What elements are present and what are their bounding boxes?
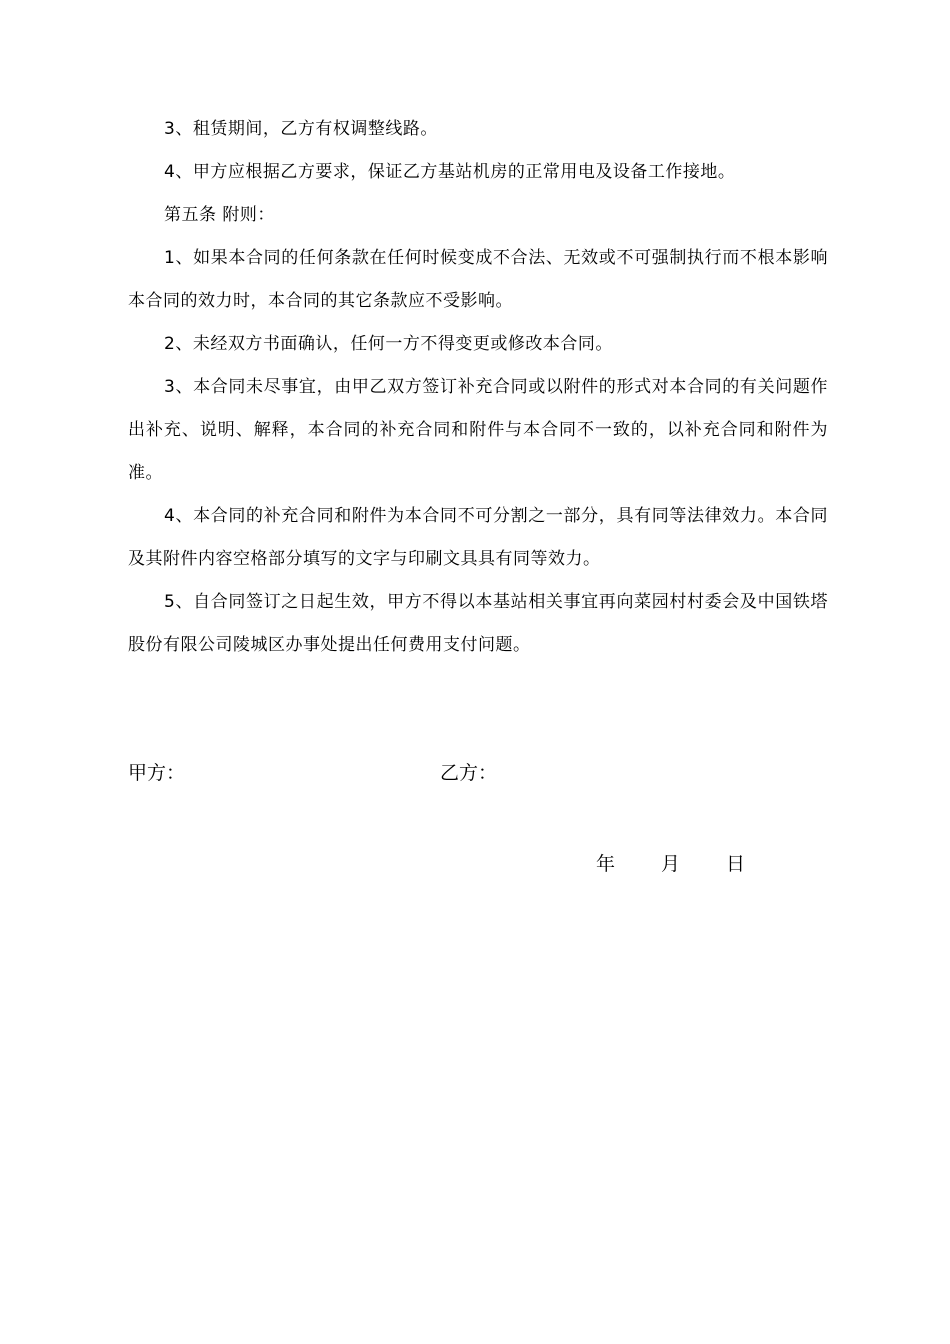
year-label: 年 — [596, 853, 616, 875]
article-5-heading: 第五条 附则： — [164, 205, 275, 225]
month-label: 月 — [661, 853, 681, 875]
signature-block — [128, 758, 828, 798]
day-label: 日 — [726, 853, 746, 875]
party-a-label: 甲方： — [128, 762, 186, 784]
clause-3-line-adjust: 3、租赁期间，乙方有权调整线路。 — [164, 119, 438, 139]
party-b-label: 乙方： — [440, 762, 498, 784]
signing-date — [596, 849, 745, 876]
supplementary-clause-4: 4、本合同的补充合同和附件为本合同不可分割之一部分，具有同等法律效力。本合同及其附件内容空格部分填写的文字与印刷文具具有同等效力。 — [128, 506, 828, 569]
clause-4-power-supply: 4、甲方应根据乙方要求，保证乙方基站机房的正常用电及设备工作接地。 — [164, 162, 736, 182]
supplementary-clause-2: 2、未经双方书面确认，任何一方不得变更或修改本合同。 — [164, 334, 613, 354]
supplementary-clause-3: 3、本合同未尽事宜，由甲乙双方签订补充合同或以附件的形式对本合同的有关问题作出补充、说明、解释，本合同的补充合同和附件与本合同不一致的，以补充合同和附件为准。 — [128, 377, 828, 483]
supplementary-clause-1: 1、如果本合同的任何条款在任何时候变成不合法、无效或不可强制执行而不根本影响本合同的效力时，本合同的其它条款应不受影响。 — [128, 248, 828, 311]
contract-body — [128, 108, 828, 667]
supplementary-clause-5: 5、自合同签订之日起生效，甲方不得以本基站相关事宜再向菜园村村委会及中国铁塔股份有限公司陵城区办事处提出任何费用支付问题。 — [128, 592, 828, 655]
